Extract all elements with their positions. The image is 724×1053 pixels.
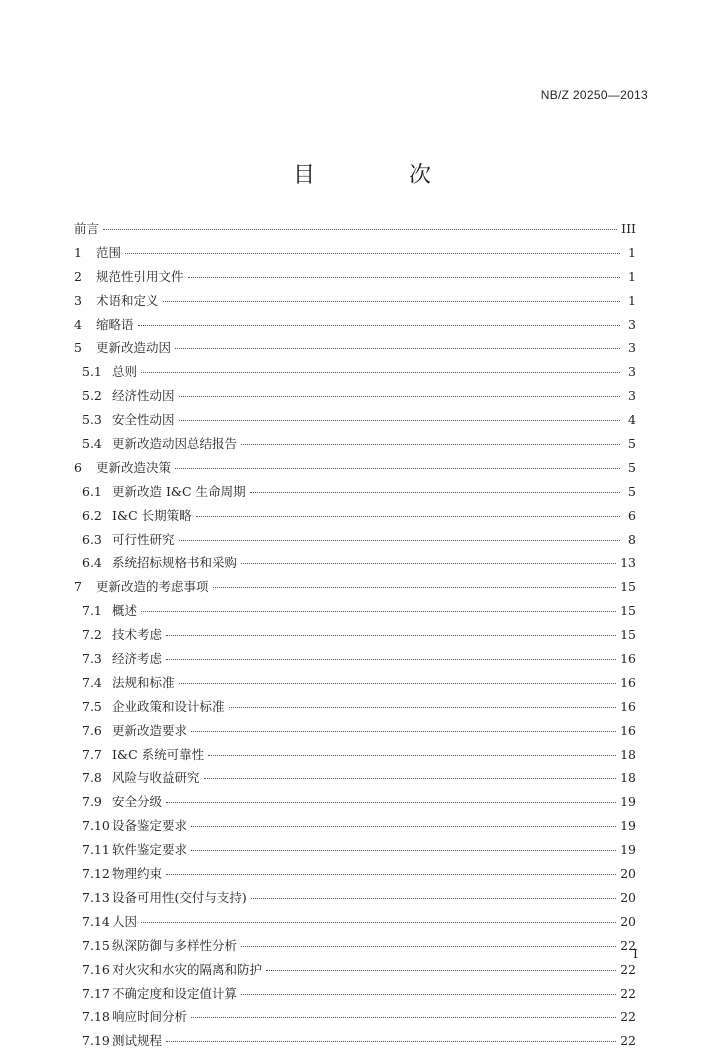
toc-entry-title: 更新改造的考虑事项 — [96, 579, 209, 595]
toc-entry[interactable] — [74, 743, 636, 767]
toc-entry-title: 术语和定义 — [96, 292, 159, 308]
toc-entry-page: 5 — [628, 459, 636, 475]
toc-entry[interactable] — [74, 408, 636, 432]
toc-entry-title: 经济性动因 — [112, 388, 175, 404]
toc-entry[interactable] — [74, 504, 636, 528]
dot-leader — [179, 420, 620, 421]
toc-entry-title: 不确定度和设定值计算 — [112, 985, 238, 1001]
toc-entry-number: 7.15 — [82, 937, 110, 953]
toc-entry[interactable] — [74, 551, 636, 575]
toc-entry-title: 经济考虑 — [112, 651, 163, 667]
dot-leader — [196, 516, 620, 517]
toc-entry-page: 16 — [620, 674, 636, 690]
dot-leader — [191, 1017, 616, 1018]
toc-entry-title: I&C 系统可靠性 — [112, 746, 205, 762]
toc-entry-number: 7.2 — [82, 627, 102, 643]
dot-leader — [141, 922, 616, 923]
toc-entry[interactable] — [74, 623, 636, 647]
toc-entry-page: 19 — [620, 842, 636, 858]
toc-entry-title: 前言 — [74, 221, 100, 236]
dot-leader — [175, 468, 620, 469]
toc-entry[interactable] — [74, 528, 636, 552]
toc-entry-number: 1 — [74, 244, 82, 260]
dot-leader — [163, 301, 620, 302]
toc-entry-title: 更新改造决策 — [96, 459, 172, 475]
toc-entry-title: 概述 — [112, 603, 138, 619]
toc-entry-page: 20 — [620, 866, 636, 882]
toc-entry-page: 3 — [628, 340, 636, 356]
toc-entry[interactable] — [74, 695, 636, 719]
dot-leader — [166, 1041, 616, 1042]
toc-entry-page: 13 — [620, 555, 636, 571]
toc-entry-number: 7 — [74, 579, 82, 595]
toc-entry-number: 5.4 — [82, 436, 102, 452]
dot-leader — [141, 611, 616, 612]
toc-entry-page: 1 — [628, 268, 636, 284]
toc-entry[interactable] — [74, 647, 636, 671]
document-id: NB/Z 20250—2013 — [540, 88, 648, 102]
toc-entry[interactable] — [74, 313, 636, 337]
toc-entry-number: 7.5 — [82, 698, 102, 714]
toc-entry-title: 安全性动因 — [112, 412, 175, 428]
toc-entry-title: 软件鉴定要求 — [112, 842, 188, 858]
dot-leader — [179, 683, 617, 684]
toc-entry-title: 设备鉴定要求 — [112, 818, 188, 834]
dot-leader — [175, 348, 620, 349]
toc-entry-page: 22 — [620, 961, 636, 977]
toc-entry[interactable] — [74, 862, 636, 886]
dot-leader — [166, 874, 616, 875]
toc-entry-number: 5.1 — [82, 364, 102, 380]
toc-entry-number: 6.2 — [82, 507, 102, 523]
toc-entry[interactable] — [74, 360, 636, 384]
dot-leader — [166, 802, 616, 803]
toc-entry-number: 6.3 — [82, 531, 102, 547]
toc-entry-title: 人因 — [112, 913, 138, 929]
toc-entry-title: 技术考虑 — [112, 627, 163, 643]
toc-entry[interactable] — [74, 814, 636, 838]
dot-leader — [251, 898, 616, 899]
toc-entry-number: 7.13 — [82, 889, 110, 905]
toc-entry-page: 16 — [620, 722, 636, 738]
dot-leader — [241, 946, 616, 947]
toc-entry-title: 法规和标准 — [112, 674, 175, 690]
page-number: I — [633, 946, 638, 961]
toc-entry-page: 15 — [620, 627, 636, 643]
toc-entry-number: 7.18 — [82, 1009, 110, 1025]
toc-heading: 目 次 — [292, 163, 467, 188]
toc-entry-number: 7.9 — [82, 794, 102, 810]
toc-entry-page: 22 — [620, 937, 636, 953]
toc-entry-title: 缩略语 — [96, 316, 134, 332]
toc-entry[interactable] — [74, 241, 636, 265]
toc-entry-page: 18 — [620, 746, 636, 762]
toc-entry[interactable] — [74, 1005, 636, 1029]
toc-entry-page: 20 — [620, 889, 636, 905]
dot-leader — [191, 731, 616, 732]
toc-entry-page: 3 — [628, 388, 636, 404]
toc-entry-title: 物理约束 — [112, 866, 163, 882]
toc-entry[interactable] — [74, 790, 636, 814]
toc-entry[interactable] — [74, 766, 636, 790]
toc-entry-number: 4 — [74, 316, 82, 332]
dot-leader — [229, 707, 617, 708]
toc-entry-number: 6.4 — [82, 555, 102, 571]
toc-entry-page: 5 — [628, 483, 636, 499]
toc-entry-number: 7.3 — [82, 651, 102, 667]
toc-entry-page: 22 — [620, 1009, 636, 1025]
toc-entry[interactable] — [74, 910, 636, 934]
toc-entry-title: 安全分级 — [112, 794, 163, 810]
dot-leader — [138, 325, 620, 326]
toc-entry-title: 测试规程 — [112, 1033, 163, 1049]
toc-entry[interactable] — [74, 217, 636, 241]
toc-entry-page: 20 — [620, 913, 636, 929]
toc-entry-page: III — [621, 221, 636, 236]
toc-entry[interactable] — [74, 958, 636, 982]
toc-entry-number: 7.11 — [82, 842, 110, 858]
toc-entry-title: 系统招标规格书和采购 — [112, 555, 238, 571]
toc-entry[interactable] — [74, 336, 636, 360]
table-of-contents — [74, 217, 636, 1053]
toc-entry[interactable] — [74, 838, 636, 862]
toc-entry-title: 风险与收益研究 — [112, 770, 200, 786]
toc-entry-number: 6.1 — [82, 483, 102, 499]
dot-leader — [250, 492, 620, 493]
toc-entry-number: 7.14 — [82, 913, 110, 929]
dot-leader — [103, 229, 617, 230]
dot-leader — [188, 277, 620, 278]
dot-leader — [191, 850, 616, 851]
toc-entry[interactable] — [74, 575, 636, 599]
toc-entry-number: 7.17 — [82, 985, 110, 1001]
toc-entry-page: 15 — [620, 579, 636, 595]
toc-entry-number: 5 — [74, 340, 82, 356]
toc-entry-page: 4 — [628, 412, 636, 428]
dot-leader — [179, 396, 620, 397]
toc-entry[interactable] — [74, 265, 636, 289]
toc-entry-page: 22 — [620, 985, 636, 1001]
dot-leader — [241, 563, 616, 564]
toc-entry[interactable] — [74, 599, 636, 623]
toc-entry-page: 1 — [628, 292, 636, 308]
toc-entry-title: 范围 — [96, 244, 122, 260]
toc-entry[interactable] — [74, 384, 636, 408]
toc-entry[interactable] — [74, 982, 636, 1006]
toc-entry-page: 8 — [628, 531, 636, 547]
toc-entry-number: 7.4 — [82, 674, 102, 690]
toc-entry-page: 16 — [620, 651, 636, 667]
dot-leader — [208, 755, 616, 756]
toc-entry-title: 更新改造动因总结报告 — [112, 436, 238, 452]
toc-entry[interactable] — [74, 432, 636, 456]
toc-entry[interactable] — [74, 480, 636, 504]
toc-entry-title: 规范性引用文件 — [96, 268, 184, 284]
toc-entry-page: 3 — [628, 316, 636, 332]
toc-entry-title: 可行性研究 — [112, 531, 175, 547]
toc-entry-number: 7.6 — [82, 722, 102, 738]
toc-entry-number: 7.12 — [82, 866, 110, 882]
dot-leader — [141, 372, 620, 373]
toc-entry-number: 7.16 — [82, 961, 110, 977]
toc-entry-number: 5.3 — [82, 412, 102, 428]
toc-entry-number: 5.2 — [82, 388, 102, 404]
dot-leader — [179, 540, 620, 541]
toc-entry-title: 对火灾和水灾的隔离和防护 — [112, 961, 263, 977]
toc-entry-page: 18 — [620, 770, 636, 786]
toc-entry-number: 6 — [74, 459, 82, 475]
toc-entry-title: 更新改造要求 — [112, 722, 188, 738]
toc-entry-page: 1 — [628, 244, 636, 260]
dot-leader — [125, 253, 620, 254]
dot-leader — [241, 444, 620, 445]
toc-entry-number: 7.10 — [82, 818, 110, 834]
toc-entry[interactable] — [74, 934, 636, 958]
toc-entry[interactable] — [74, 719, 636, 743]
toc-entry-number: 3 — [74, 292, 82, 308]
toc-entry-title: 纵深防御与多样性分析 — [112, 937, 238, 953]
toc-entry-page: 19 — [620, 818, 636, 834]
dot-leader — [191, 826, 616, 827]
toc-entry-number: 7.7 — [82, 746, 102, 762]
toc-entry-title: 设备可用性(交付与支持) — [112, 889, 247, 905]
toc-entry-page: 6 — [628, 507, 636, 523]
toc-entry-page: 15 — [620, 603, 636, 619]
toc-entry-number: 7.1 — [82, 603, 102, 619]
toc-entry-title: 响应时间分析 — [112, 1009, 188, 1025]
dot-leader — [213, 587, 617, 588]
toc-entry-title: 更新改造动因 — [96, 340, 172, 356]
toc-entry-number: 7.19 — [82, 1033, 110, 1049]
toc-entry[interactable] — [74, 671, 636, 695]
toc-entry[interactable] — [74, 289, 636, 313]
dot-leader — [166, 635, 616, 636]
toc-entry-title: 总则 — [112, 364, 138, 380]
toc-entry-number: 2 — [74, 268, 82, 284]
dot-leader — [241, 994, 616, 995]
toc-entry-page: 3 — [628, 364, 636, 380]
toc-entry-title: 企业政策和设计标准 — [112, 698, 225, 714]
dot-leader — [166, 659, 616, 660]
toc-entry-title: I&C 长期策略 — [112, 507, 192, 523]
toc-entry-page: 19 — [620, 794, 636, 810]
toc-entry-title: 更新改造 I&C 生命周期 — [112, 483, 246, 499]
dot-leader — [266, 970, 616, 971]
toc-entry-page: 22 — [620, 1033, 636, 1049]
toc-entry-page: 16 — [620, 698, 636, 714]
toc-entry[interactable] — [74, 1029, 636, 1053]
dot-leader — [204, 778, 617, 779]
toc-entry-page: 5 — [628, 436, 636, 452]
toc-entry-number: 7.8 — [82, 770, 102, 786]
toc-entry[interactable] — [74, 456, 636, 480]
toc-entry[interactable] — [74, 886, 636, 910]
